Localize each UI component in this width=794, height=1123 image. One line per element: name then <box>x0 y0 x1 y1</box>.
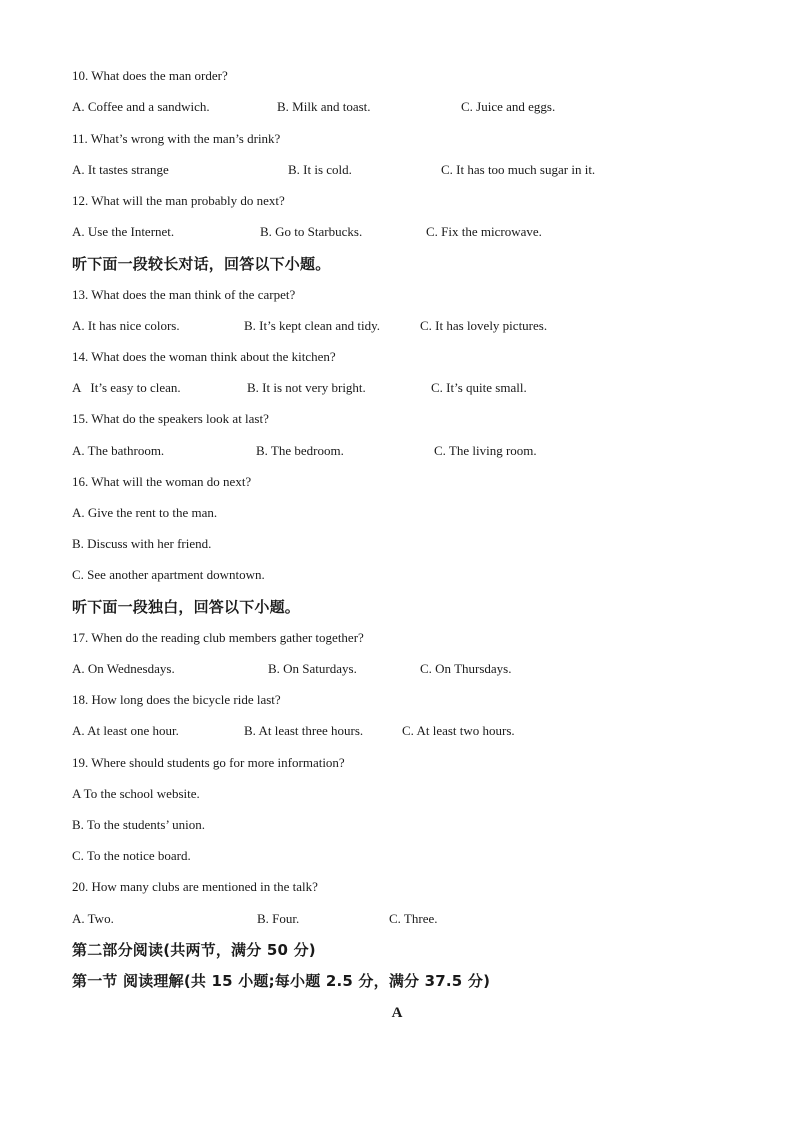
option-10a: A. Coffee and a sandwich. <box>72 99 210 114</box>
option-18a: A. At least one hour. <box>72 723 179 738</box>
option-11b: B. It is cold. <box>288 162 352 177</box>
option-16a: A. Give the rent to the man. <box>72 505 218 520</box>
option-20c: C. Three. <box>389 911 438 926</box>
option-10b: B. Milk and toast. <box>277 99 371 114</box>
option-19b: B. To the students’ union. <box>72 817 205 832</box>
question-19: 19. Where should students go for more information? <box>72 755 345 770</box>
section-heading-long-dialogue: 听下面一段较长对话，回答以下小题。 <box>72 255 331 273</box>
option-20a: A. Two. <box>72 911 114 926</box>
question-18: 18. How long does the bicycle ride last? <box>72 692 281 707</box>
option-12c: C. Fix the microwave. <box>426 224 542 239</box>
option-13b: B. It’s kept clean and tidy. <box>244 318 380 333</box>
section-one-heading: 第一节 阅读理解(共 15 小题;每小题 2.5 分，满分 37.5 分) <box>72 972 491 990</box>
option-16b: B. Discuss with her friend. <box>72 536 212 551</box>
option-15b: B. The bedroom. <box>256 443 344 458</box>
option-11a: A. It tastes strange <box>72 162 169 177</box>
option-14c: C. It’s quite small. <box>431 380 527 395</box>
option-19c: C. To the notice board. <box>72 848 191 863</box>
question-11: 11. What’s wrong with the man’s drink? <box>72 131 281 146</box>
question-17: 17. When do the reading club members gather together? <box>72 630 364 645</box>
passage-letter: A <box>391 1005 403 1021</box>
option-20b: B. Four. <box>257 911 300 926</box>
option-17a: A. On Wednesdays. <box>72 661 175 676</box>
option-12a: A. Use the Internet. <box>72 224 175 239</box>
option-18b: B. At least three hours. <box>244 723 364 738</box>
option-14a: A It’s easy to clean. <box>72 380 181 395</box>
option-17b: B. On Saturdays. <box>268 661 357 676</box>
option-18c: C. At least two hours. <box>402 723 515 738</box>
option-13c: C. It has lovely pictures. <box>420 318 548 333</box>
question-10: 10. What does the man order? <box>72 68 228 83</box>
option-10c: C. Juice and eggs. <box>461 99 556 114</box>
section-heading-monologue: 听下面一段独白，回答以下小题。 <box>72 598 301 616</box>
option-15a: A. The bathroom. <box>72 443 165 458</box>
option-17c: C. On Thursdays. <box>420 661 512 676</box>
option-16c: C. See another apartment downtown. <box>72 567 265 582</box>
option-13a: A. It has nice colors. <box>72 318 180 333</box>
option-11c: C. It has too much sugar in it. <box>441 162 596 177</box>
question-15: 15. What do the speakers look at last? <box>72 411 269 426</box>
part-two-heading: 第二部分阅读(共两节，满分 50 分) <box>72 941 316 959</box>
option-19a: A To the school website. <box>72 786 200 801</box>
option-12b: B. Go to Starbucks. <box>260 224 363 239</box>
question-13: 13. What does the man think of the carpet? <box>72 287 296 302</box>
question-20: 20. How many clubs are mentioned in the talk? <box>72 879 318 894</box>
question-12: 12. What will the man probably do next? <box>72 193 285 208</box>
question-16: 16. What will the woman do next? <box>72 474 252 489</box>
question-14: 14. What does the woman think about the kitchen? <box>72 349 336 364</box>
option-14b: B. It is not very bright. <box>247 380 366 395</box>
option-15c: C. The living room. <box>434 443 537 458</box>
